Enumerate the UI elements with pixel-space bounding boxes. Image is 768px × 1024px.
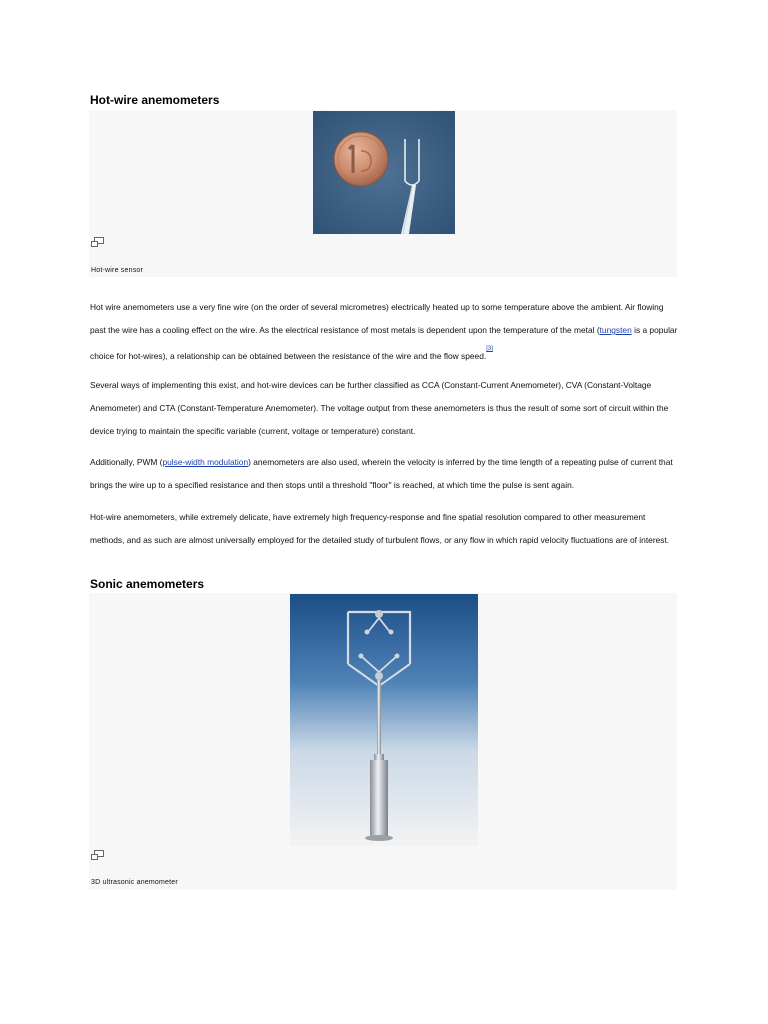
figure-caption-hotwire: Hot-wire sensor — [91, 267, 144, 274]
reference-link[interactable]: [3] — [486, 346, 493, 353]
figure-hotwire — [89, 110, 677, 277]
enlarge-icon[interactable] — [91, 850, 104, 860]
paragraph-text: Additionally, PWM ( — [90, 457, 163, 467]
paragraph-delicacy: Hot-wire anemometers, while extremely delicate, have extremely high frequency-response and fine spatial resolution compared to other measurement methods, and as such are almost universally employed for the detailed study of turbulent flows, or any flow in which rapid velocity fluctuations are of interest. — [90, 512, 670, 545]
figure-sonic — [89, 593, 677, 890]
paragraph-text: is a popular choice for hot-wires), a relationship can be obtained between the resistance of the wire and the flow speed. — [90, 325, 678, 361]
link-tungsten[interactable]: tungsten — [599, 325, 632, 335]
hotwire-sensor-image[interactable] — [313, 111, 455, 234]
paragraph-hotwire-intro — [90, 296, 680, 368]
section-title-hotwire: Hot-wire anemometers — [90, 93, 220, 107]
enlarge-icon[interactable] — [91, 237, 104, 247]
paragraph-implementations: Several ways of implementing this exist, and hot-wire devices can be further classified as CCA (Constant-Current Anemometer), CVA (Constant-Voltage Anemometer) and CTA (Constant-Temperature Anemometer). The voltage output from these anemometers is thus the result of some sort of circuit within the device trying to maintain the specific variable (current, voltage or temperature) constant. — [90, 380, 669, 436]
paragraph-text: ) anemometers are also used, wherein the velocity is inferred by the time length of a repeating pulse of current that brings the wire up to a specified resistance and then stops until a threshold "floor" is reached, at which time the pulse is sent again. — [90, 457, 673, 490]
paragraph-text: Hot wire anemometers use a very fine wire (on the order of several micrometres) electrically heated up to some temperature above the ambient. Air flowing past the wire has a cooling effect on the wire. As the electrical resistance of most metals is dependent upon the temperature of the metal ( — [90, 302, 664, 335]
figure-caption-sonic: 3D ultrasonic anemometer — [91, 879, 178, 886]
section-title-sonic: Sonic anemometers — [90, 577, 205, 591]
link-pulse-width-modulation[interactable]: pulse-width modulation — [162, 457, 249, 467]
paragraph-pwm — [90, 451, 680, 497]
sonic-anemometer-image[interactable] — [290, 594, 478, 846]
